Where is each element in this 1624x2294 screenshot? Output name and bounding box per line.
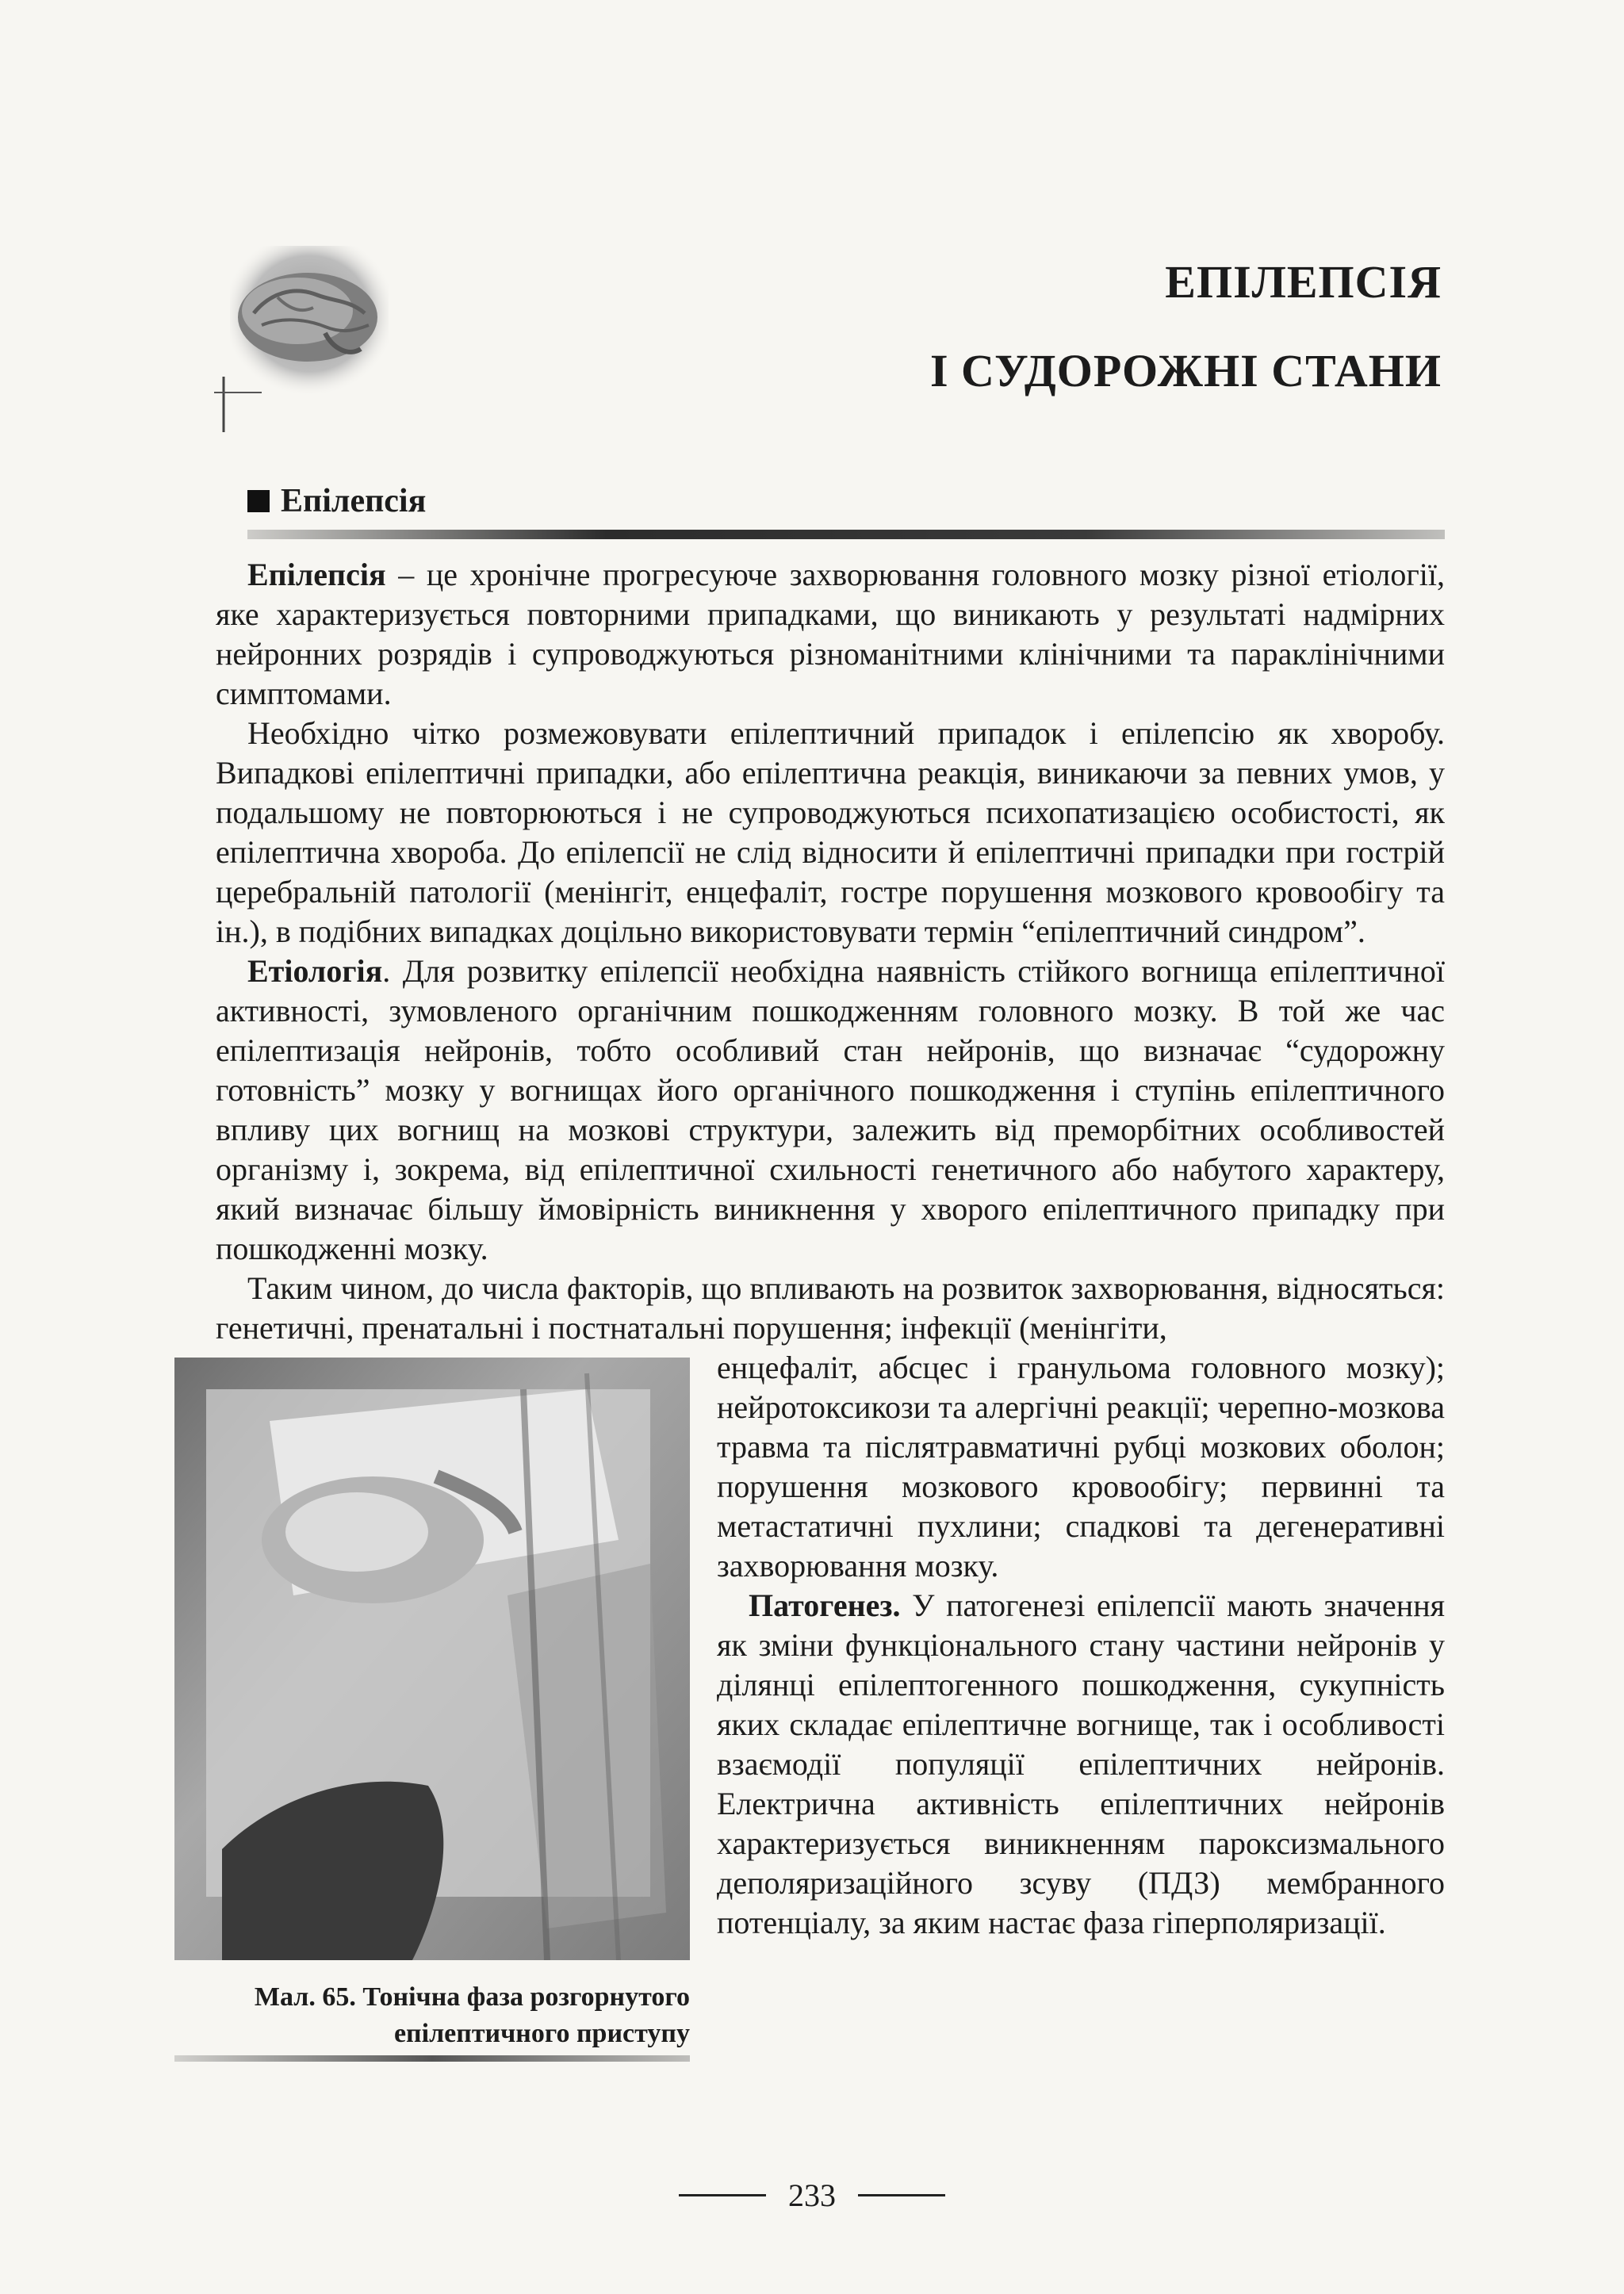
section-divider [247, 530, 1445, 539]
page-number-dash-left [679, 2194, 766, 2196]
caption-divider [174, 2055, 690, 2062]
page-number-dash-right [858, 2194, 945, 2196]
term-epilepsy: Епілепсія [247, 557, 386, 592]
square-bullet-icon [247, 490, 270, 512]
chapter-title-line1: ЕПІЛЕПСІЯ [1165, 256, 1442, 308]
page-number [0, 2177, 1624, 2214]
paragraph-etiology [216, 952, 1445, 1269]
figure-caption-line2: епілептичного приступу [393, 2019, 690, 2048]
figure-photo [174, 1358, 690, 1960]
figure [174, 1358, 690, 2079]
figure-caption [174, 1979, 690, 2052]
section-heading-label: Епілепсія [281, 483, 427, 519]
paragraph-definition-text: – це хронічне прогресуюче захворювання головного мозку різної етіології, яке характеризується повторними припадками, що виникають у результаті надмірних нейронних розрядів і супроводжуються різноманітними клінічними та параклінічними симптомами. [216, 557, 1445, 711]
paragraph-distinction: Необхідно чітко розмежовувати епілептичний припадок і епілепсію як хворобу. Випадкові епілептичні припадки, або епілептична реакція, виникаючи за певних умов, у подальшому не повторюються і не супроводжуються психопатизацією особистості, як епілептична хвороба. До епілепсії не слід відносити й епілептичні припадки при гострій церебральній патології (менінгіт, енцефаліт, гостре порушення мозкового кровообігу та ін.), в подібних випадках доцільно використовувати термін “епілептичний синдром”. [216, 715, 1445, 949]
paragraph-etiology-text: . Для розвитку епілепсії необхідна наявність стійкого вогнища епілептичної активності, зумовленого органічним пошкодженням головного мозку. В той же час епілептизація нейронів, тобто особливий стан нейронів, що визначає “судорожну готовність” мозку у вогнищах його органічного пошкодження і ступінь епілептичного впливу цих вогнищ на мозкові структури, залежить від преморбітних особливостей організму і, зокрема, від епілептичної схильності генетичного або набутого характеру, який визначає більшу ймовірність виникнення у хворого епілептичного припадку при пошкодженні мозку. [216, 953, 1445, 1266]
page-number-value: 233 [788, 2177, 836, 2213]
paragraph-factors-intro: Таким чином, до числа факторів, що впливають на розвиток захворювання, відносяться: генетичні, пренатальні і постнатальні порушення; інфекції (менінгіти, [216, 1270, 1445, 1346]
term-pathogenesis: Патогенез. [749, 1587, 901, 1623]
body-text [216, 555, 1445, 2079]
paragraph-factors-list: енцефаліт, абсцес і гранульома головного мозку); нейротоксикози та алергічні реакції; черепно-мозкова травма та післятравматичні рубці мозкових оболон; порушення мозкового кровообігу; первинні та метастатичні пухлини; спадкові та дегенеративні захворювання мозку. [717, 1350, 1445, 1584]
brain-icon [214, 238, 396, 436]
section-heading [247, 482, 426, 520]
figure-caption-line1: Мал. 65. Тонічна фаза розгорнутого [254, 1982, 690, 2012]
term-etiology: Етіологія [247, 953, 383, 989]
chapter-title [728, 238, 1442, 416]
paragraph-definition [216, 555, 1445, 714]
paragraph-pathogenesis-text: У патогенезі епілепсії мають значення як зміни функціонального стану частини нейронів у ділянці епілептогенного пошкодження, сукупність яких складає епілептичне вогнище, так і особливості взаємодії популяції епілептичних нейронів. Електрична активність епілептичних нейронів характеризується виникненням пароксизмального деполяризаційного зсуву (ПДЗ) мембранного потенціалу, за яким настає фаза гіперполяризації. [717, 1587, 1445, 1940]
chapter-title-line2: І СУДОРОЖНІ СТАНИ [929, 345, 1442, 396]
